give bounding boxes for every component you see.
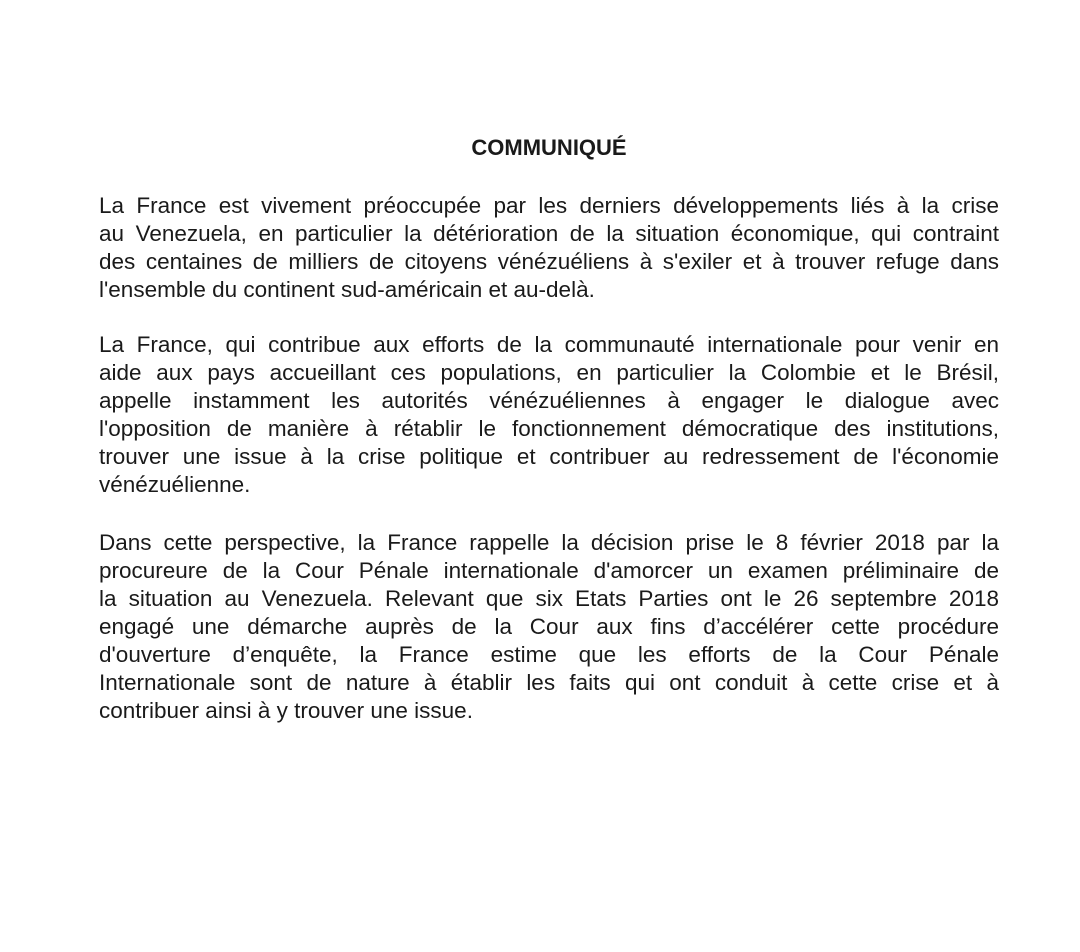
paragraph-line: La France est vivement préoccupée par les derniers développements liés à la crise (99, 193, 999, 218)
paragraph-line: la situation au Venezuela. Relevant que six Etats Parties ont le 26 septembre 2018 (99, 586, 999, 611)
paragraph-line: l'opposition de manière à rétablir le fonctionnement démocratique des institutions, (99, 416, 999, 441)
paragraph-line: au Venezuela, en particulier la détérioration de la situation économique, qui contraint (99, 221, 999, 246)
paragraph-line: Internationale sont de nature à établir les faits qui ont conduit à cette crise et à (99, 670, 999, 695)
paragraph-line: contribuer ainsi à y trouver une issue. (99, 698, 473, 723)
paragraph-line: l'ensemble du continent sud-américain et au-delà. (99, 277, 595, 302)
paragraph-2 (99, 331, 999, 499)
paragraph-1 (99, 192, 999, 304)
paragraph-line: La France, qui contribue aux efforts de la communauté internationale pour venir en (99, 332, 999, 357)
paragraph-line: vénézuélienne. (99, 472, 251, 497)
paragraph-line: Dans cette perspective, la France rappelle la décision prise le 8 février 2018 par la (99, 530, 999, 555)
paragraph-line: procureure de la Cour Pénale internationale d'amorcer un examen préliminaire de (99, 558, 999, 583)
paragraph-line: engagé une démarche auprès de la Cour aux fins d’accélérer cette procédure (99, 614, 999, 639)
document-title: COMMUNIQUÉ (471, 135, 627, 160)
paragraph-line: trouver une issue à la crise politique et contribuer au redressement de l'économie (99, 444, 999, 469)
paragraph-3 (99, 529, 999, 725)
paragraph-line: aide aux pays accueillant ces populations, en particulier la Colombie et le Brésil, (99, 360, 999, 385)
paragraph-line: appelle instamment les autorités vénézuéliennes à engager le dialogue avec (99, 388, 999, 413)
paragraph-line: d'ouverture d’enquête, la France estime que les efforts de la Cour Pénale (99, 642, 999, 667)
paragraph-line: des centaines de milliers de citoyens vénézuéliens à s'exiler et à trouver refuge dans (99, 249, 999, 274)
